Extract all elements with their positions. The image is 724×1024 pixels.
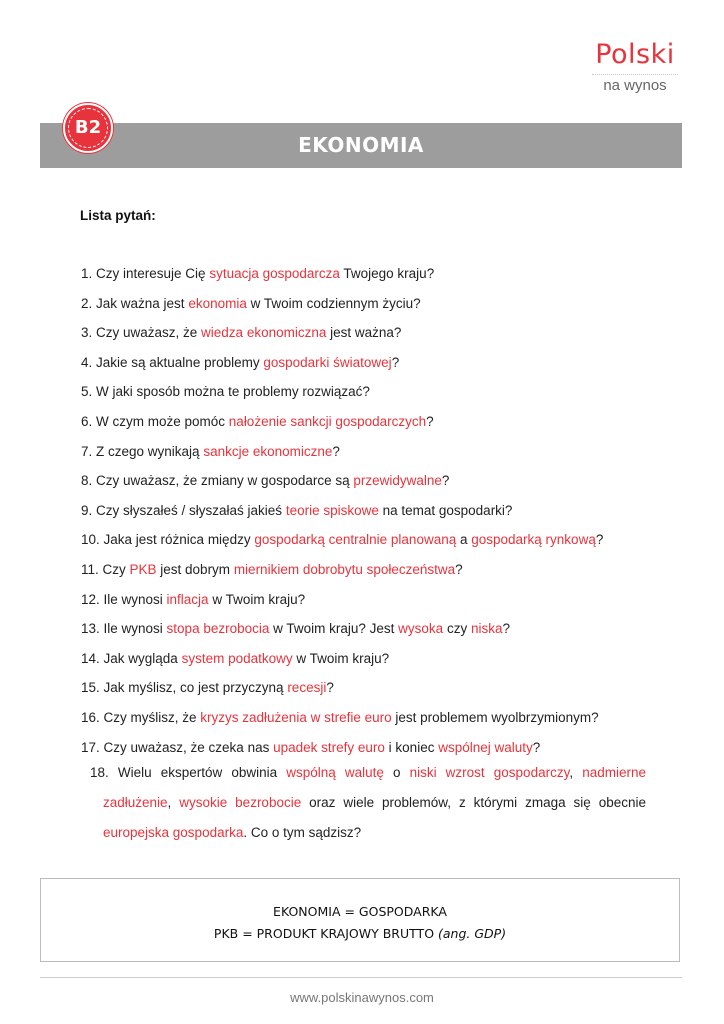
logo-tagline: na wynos xyxy=(603,77,667,94)
highlighted-term: wiedza ekonomiczna xyxy=(201,325,327,341)
question-text: ? xyxy=(595,532,604,548)
definition-line-2 xyxy=(41,923,679,945)
question-item xyxy=(81,473,449,488)
question-text: 10. Jaka jest różnica między xyxy=(81,532,255,548)
highlighted-term: upadek strefy euro xyxy=(273,739,385,755)
question-item xyxy=(81,651,389,666)
highlighted-term: wysokie bezrobocie xyxy=(179,795,302,810)
question-text: 7. Z czego wynikają xyxy=(81,443,204,459)
question-18-line xyxy=(90,788,646,818)
question-text: jest ważna? xyxy=(326,325,402,341)
question-text: 9. Czy słyszałeś / słyszałaś jakieś xyxy=(81,502,286,518)
question-text: 15. Jak myślisz, co jest przyczyną xyxy=(81,680,288,696)
question-text: ? xyxy=(391,354,400,370)
question-item xyxy=(81,384,370,399)
level-badge xyxy=(63,103,113,153)
question-text: w Twoim kraju? xyxy=(208,591,306,607)
highlighted-term: teorie spiskowe xyxy=(285,502,379,518)
question-text: 2. Jak ważna jest xyxy=(81,295,189,311)
question-item xyxy=(81,444,340,459)
question-item xyxy=(81,355,399,370)
logo xyxy=(590,40,680,94)
logo-wordmark: Polski xyxy=(595,39,675,70)
title-banner xyxy=(40,123,682,168)
question-text: ? xyxy=(532,739,541,755)
question-text: jest dobrym xyxy=(156,562,234,577)
question-text: ? xyxy=(426,414,434,429)
question-text: 13. Ile wynosi xyxy=(81,621,167,637)
question-text: ? xyxy=(332,443,340,459)
highlighted-term: gospodarką rynkową xyxy=(471,532,596,548)
question-item xyxy=(81,532,603,547)
highlighted-term: wspólną walutę xyxy=(286,765,384,780)
question-item xyxy=(81,266,434,281)
definition-gdp-english: (ang. GDP) xyxy=(438,926,507,941)
question-text: i koniec xyxy=(384,739,439,755)
highlighted-term: gospodarki światowej xyxy=(263,354,392,370)
list-heading: Lista pytań: xyxy=(80,208,156,223)
question-item xyxy=(81,562,463,577)
footer-divider xyxy=(40,977,682,978)
level-badge-label: B2 xyxy=(68,108,108,148)
definition-line-1: EKONOMIA = GOSPODARKA xyxy=(273,904,447,919)
question-text: 8. Czy uważasz, że zmiany w gospodarce są xyxy=(81,473,354,489)
question-text: w Twoim kraju? xyxy=(292,650,390,666)
question-text: ? xyxy=(502,621,510,637)
question-text: 3. Czy uważasz, że xyxy=(81,325,202,341)
question-item xyxy=(81,680,334,695)
definition-box xyxy=(40,878,680,962)
question-text: Twojego kraju? xyxy=(339,266,435,281)
highlighted-term: wspólnej waluty xyxy=(438,739,533,755)
question-text: 1. Czy interesuje Cię xyxy=(81,266,210,281)
highlighted-term: system podatkowy xyxy=(181,650,293,666)
footer-url[interactable]: www.polskinawynos.com xyxy=(290,990,434,1005)
question-text: . Co o tym sądzisz? xyxy=(243,825,362,840)
highlighted-term: sankcje ekonomiczne xyxy=(203,443,333,459)
question-text: 17. Czy uważasz, że czeka nas xyxy=(81,739,274,755)
question-item xyxy=(81,503,512,518)
question-item xyxy=(81,621,510,636)
question-text: w Twoim kraju? Jest xyxy=(269,621,399,637)
highlighted-term: nadmierne xyxy=(582,765,646,780)
highlighted-term: niska xyxy=(470,621,503,637)
question-text: w Twoim codziennym życiu? xyxy=(246,295,421,311)
definition-gdp: PKB = PRODUKT KRAJOWY BRUTTO xyxy=(213,926,435,941)
question-text: 18. Wielu ekspertów obwinia xyxy=(90,765,287,780)
highlighted-term: zadłużenie xyxy=(103,795,168,810)
question-item xyxy=(81,740,540,755)
highlighted-term: miernikiem dobrobytu społeczeństwa xyxy=(233,562,456,577)
question-text: na temat gospodarki? xyxy=(378,502,513,518)
question-18 xyxy=(90,758,646,848)
question-item xyxy=(81,710,599,725)
question-item xyxy=(81,325,401,340)
question-text: ? xyxy=(455,562,463,577)
question-text: , xyxy=(167,795,180,810)
question-text: o xyxy=(383,765,410,780)
question-item xyxy=(81,296,421,311)
question-text: 6. W czym może pomóc xyxy=(81,414,229,429)
question-text: jest problemem wyolbrzymionym? xyxy=(391,710,599,725)
question-18-line xyxy=(90,818,646,848)
question-text: ? xyxy=(326,680,334,696)
highlighted-term: ekonomia xyxy=(188,295,247,311)
highlighted-term: niski wzrost gospodarczy xyxy=(409,765,570,780)
question-item xyxy=(81,592,305,607)
highlighted-term: PKB xyxy=(129,562,157,577)
highlighted-term: wysoka xyxy=(398,621,444,637)
page-title: EKONOMIA xyxy=(298,133,424,157)
logo-divider xyxy=(592,74,678,75)
question-text: 4. Jakie są aktualne problemy xyxy=(81,354,264,370)
question-item xyxy=(81,414,434,429)
highlighted-term: recesji xyxy=(287,680,327,696)
question-text: 5. W jaki sposób można te problemy rozwiązać? xyxy=(81,384,370,400)
highlighted-term: inflacja xyxy=(166,591,209,607)
highlighted-term: europejska gospodarka xyxy=(103,825,244,840)
question-18-line xyxy=(90,758,646,788)
highlighted-term: gospodarką centralnie planowaną xyxy=(254,532,457,548)
question-text: ? xyxy=(441,473,450,489)
highlighted-term: nałożenie sankcji gospodarczych xyxy=(228,414,427,429)
highlighted-term: przewidywalne xyxy=(353,473,442,489)
question-text: 14. Jak wygląda xyxy=(81,650,182,666)
highlighted-term: kryzys zadłużenia w strefie euro xyxy=(200,710,392,725)
highlighted-term: stopa bezrobocia xyxy=(166,621,270,637)
highlighted-term: sytuacja gospodarcza xyxy=(209,266,340,281)
question-text: oraz wiele problemów, z którymi zmaga się obecnie xyxy=(301,795,646,810)
question-text: a xyxy=(456,532,472,548)
question-text: 12. Ile wynosi xyxy=(81,591,167,607)
question-text: 11. Czy xyxy=(81,562,130,577)
question-text: czy xyxy=(443,621,471,637)
question-text: 16. Czy myślisz, że xyxy=(81,710,201,725)
question-text: , xyxy=(569,765,583,780)
